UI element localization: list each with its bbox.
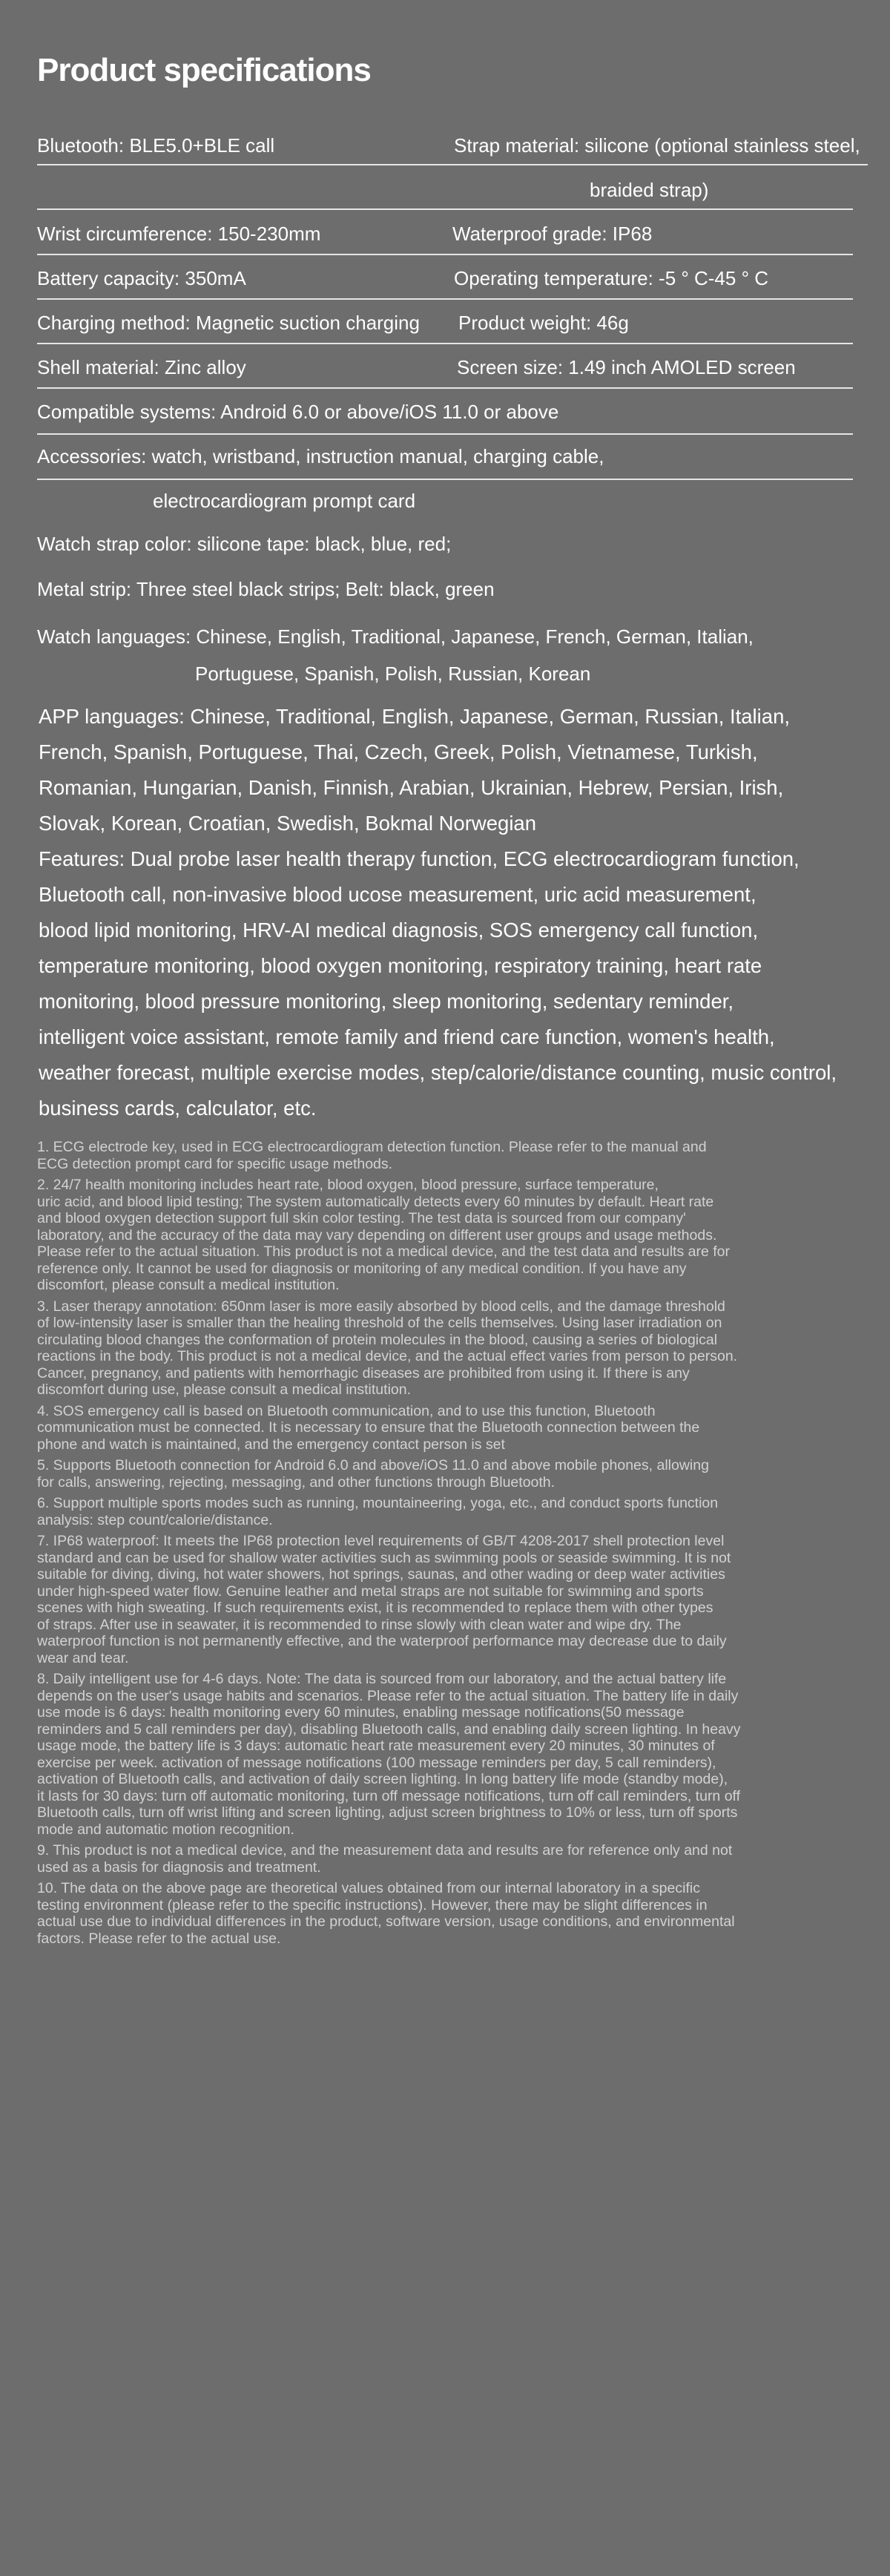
note-line: uric acid, and blood lipid testing; The system automatically detects every 60 minutes by default. Heart rate [37, 1193, 714, 1210]
note-item [37, 1671, 868, 1838]
note-line: and blood oxygen detection support full skin color testing. The test data is sourced from our company' [37, 1210, 686, 1226]
compatible-spec: Compatible systems: Android 6.0 or above/iOS 11.0 or above [37, 401, 559, 423]
note-line: 7. IP68 waterproof: It meets the IP68 protection level requirements of GB/T 4208-2017 shell protection level [37, 1533, 725, 1549]
note-line: communication must be connected. It is necessary to ensure that the Bluetooth connection between the [37, 1419, 700, 1436]
note-line: scenes with high sweating. If such requirements exist, it is recommended to replace them with other types [37, 1600, 713, 1616]
note-line: 9. This product is not a medical device, and the measurement data and results are for reference only and not [37, 1842, 733, 1859]
watch-languages-continued: Portuguese, Spanish, Polish, Russian, Korean [195, 663, 591, 685]
screen-spec: Screen size: 1.49 inch AMOLED screen [457, 356, 796, 378]
note-line: of low-intensity laser is smaller than the healing threshold of the cells themselves. Using laser irradiation on [37, 1315, 722, 1331]
note-item [37, 1139, 868, 1172]
note-item [37, 1842, 868, 1876]
note-line: 10. The data on the above page are theoretical values obtained from our internal laboratory in a specific [37, 1880, 700, 1896]
features-line: temperature monitoring, blood oxygen monitoring, respiratory training, heart rate [39, 954, 762, 977]
note-line: usage mode, the battery life is 3 days: automatic heart rate measurement every 20 minutes, 30 minutes of [37, 1738, 715, 1754]
note-line: standard and can be used for shallow water activities such as swimming pools or seaside swimming. It is not [37, 1549, 731, 1566]
note-line: discomfort, please consult a medical institution. [37, 1277, 340, 1293]
note-line: Cancer, pregnancy, and patients with hemorrhagic diseases are prohibited from using it. If there is any [37, 1364, 690, 1381]
note-line: reactions in the body. This product is not a medical device, and the actual effect varies from person to person. [37, 1348, 738, 1364]
strap-material-continued: braided strap) [590, 179, 709, 201]
note-line: use mode is 6 days: health monitoring every 60 minutes, enabling message notifications(50 message [37, 1704, 685, 1721]
divider [37, 343, 853, 344]
note-line: it lasts for 30 days: turn off automatic monitoring, turn off message notifications, turn off call reminders, turn off [37, 1787, 741, 1804]
charging-spec: Charging method: Magnetic suction charging [37, 312, 420, 334]
features-line: Features: Dual probe laser health therapy function, ECG electrocardiogram function, [39, 847, 800, 870]
bluetooth-spec: Bluetooth: BLE5.0+BLE call [37, 134, 275, 157]
note-item [37, 1880, 868, 1947]
page-title: Product specifications [37, 52, 371, 88]
note-line: phone and watch is maintained, and the emergency contact person is set [37, 1436, 505, 1453]
battery-spec: Battery capacity: 350mA [37, 267, 246, 289]
note-line: used as a basis for diagnosis and treatment. [37, 1859, 321, 1876]
note-line: 2. 24/7 health monitoring includes heart rate, blood oxygen, blood pressure, surface temperature, [37, 1177, 659, 1193]
note-line: actual use due to individual differences in the product, software version, usage conditions, and environmental [37, 1913, 735, 1930]
note-item [37, 1495, 868, 1528]
note-line: for calls, answering, rejecting, messaging, and other functions through Bluetooth. [37, 1473, 556, 1491]
app-languages-line: Romanian, Hungarian, Danish, Finnish, Arabian, Ukrainian, Hebrew, Persian, Irish, [39, 776, 784, 799]
note-line: depends on the user's usage habits and scenarios. Please refer to the actual situation. The battery life in daily [37, 1687, 739, 1704]
note-line: Please refer to the actual situation. This product is not a medical device, and the test data and results are for [37, 1243, 731, 1260]
app-languages-block [39, 699, 790, 841]
divider [37, 254, 853, 255]
waterproof-spec: Waterproof grade: IP68 [452, 223, 653, 245]
note-line: 8. Daily intelligent use for 4-6 days. Note: The data is sourced from our laboratory, and the actual battery life [37, 1671, 727, 1687]
app-languages-line: French, Spanish, Portuguese, Thai, Czech, Greek, Polish, Vietnamese, Turkish, [39, 740, 758, 763]
features-block [39, 841, 837, 1126]
metal-strip-spec: Metal strip: Three steel black strips; Belt: black, green [37, 578, 495, 600]
strap-color-spec: Watch strap color: silicone tape: black, blue, red; [37, 533, 452, 555]
accessories-continued: electrocardiogram prompt card [153, 490, 416, 512]
note-line: 4. SOS emergency call is based on Bluetooth communication, and to use this function, Bluetooth [37, 1402, 656, 1419]
note-item [37, 1457, 868, 1491]
note-line: under high-speed water flow. Genuine leather and metal straps are not suitable for swimming and sports [37, 1583, 704, 1600]
watch-languages-spec: Watch languages: Chinese, English, Traditional, Japanese, French, German, Italian, [37, 625, 754, 648]
operating-temp-spec: Operating temperature: -5 ° C-45 ° C [454, 267, 768, 289]
divider [37, 433, 853, 435]
notes-section [37, 1139, 868, 1951]
note-item [37, 1533, 868, 1666]
note-line: reference only. It cannot be used for diagnosis or monitoring of any medical condition. If you have any [37, 1260, 687, 1277]
note-line: mode and automatic motion recognition. [37, 1821, 294, 1838]
app-languages-line: APP languages: Chinese, Traditional, English, Japanese, German, Russian, Italian, [39, 705, 791, 728]
features-line: business cards, calculator, etc. [39, 1097, 317, 1120]
note-line: 3. Laser therapy annotation: 650nm laser is more easily absorbed by blood cells, and the damage threshold [37, 1298, 725, 1315]
features-line: Bluetooth call, non-invasive blood ucose measurement, uric acid measurement, [39, 883, 756, 906]
note-line: waterproof function is not permanently effective, and the waterproof performance may decrease due to daily [37, 1633, 727, 1649]
note-line: reminders and 5 call reminders per day), disabling Bluetooth calls, and enabling daily screen lighting. In heavy [37, 1721, 741, 1738]
note-line: discomfort during use, please consult a medical institution. [37, 1381, 412, 1398]
accessories-spec: Accessories: watch, wristband, instruction manual, charging cable, [37, 445, 604, 467]
features-line: blood lipid monitoring, HRV-AI medical diagnosis, SOS emergency call function, [39, 919, 759, 942]
note-line: of straps. After use in seawater, it is recommended to rinse slowly with clean water and wipe dry. The [37, 1616, 682, 1633]
note-line: circulating blood changes the conformation of protein molecules in the blood, causing a series of biological [37, 1331, 718, 1348]
divider [37, 298, 853, 300]
note-line: 5. Supports Bluetooth connection for Android 6.0 and above/iOS 11.0 and above mobile phones, allowing [37, 1457, 709, 1473]
note-line: wear and tear. [37, 1649, 129, 1666]
divider [37, 479, 853, 480]
features-line: monitoring, blood pressure monitoring, sleep monitoring, sedentary reminder, [39, 990, 734, 1013]
strap-material-spec: Strap material: silicone (optional stainless steel, [454, 134, 860, 157]
note-item [37, 1403, 868, 1453]
shell-spec: Shell material: Zinc alloy [37, 356, 246, 378]
note-line: Bluetooth calls, turn off wrist lifting and screen lighting, adjust screen brightness to 10% or less, turn off sports [37, 1804, 738, 1821]
note-line: factors. Please refer to the actual use. [37, 1930, 281, 1947]
note-line: exercise per week. activation of message notifications (100 message reminders per day, 5 call reminders), [37, 1754, 716, 1771]
note-line: analysis: step count/calorie/distance. [37, 1511, 273, 1528]
note-line: testing environment (please refer to the specific instructions). However, there may be slight differences in [37, 1896, 708, 1913]
note-line: ECG detection prompt card for specific usage methods. [37, 1155, 393, 1172]
features-line: weather forecast, multiple exercise modes, step/calorie/distance counting, music control, [39, 1061, 837, 1084]
note-item [37, 1298, 868, 1399]
divider [37, 387, 853, 389]
divider [37, 208, 853, 210]
note-line: laboratory, and the accuracy of the data may vary depending on different user groups and usage methods. [37, 1226, 717, 1243]
note-line: activation of Bluetooth calls, and activation of daily screen lighting. In long battery life mode (standby mode), [37, 1771, 728, 1787]
note-line: 6. Support multiple sports modes such as running, mountaineering, yoga, etc., and conduct sports function [37, 1495, 719, 1511]
app-languages-line: Slovak, Korean, Croatian, Swedish, Bokmal Norwegian [39, 812, 537, 835]
features-line: intelligent voice assistant, remote family and friend care function, women's health, [39, 1025, 775, 1048]
note-line: 1. ECG electrode key, used in ECG electrocardiogram detection function. Please refer to the manual and [37, 1139, 707, 1155]
note-line: suitable for diving, diving, hot water showers, hot springs, saunas, and other wading or deep water activities [37, 1566, 725, 1583]
weight-spec: Product weight: 46g [458, 312, 629, 334]
note-item [37, 1177, 868, 1294]
wrist-spec: Wrist circumference: 150-230mm [37, 223, 321, 245]
divider [37, 164, 868, 165]
